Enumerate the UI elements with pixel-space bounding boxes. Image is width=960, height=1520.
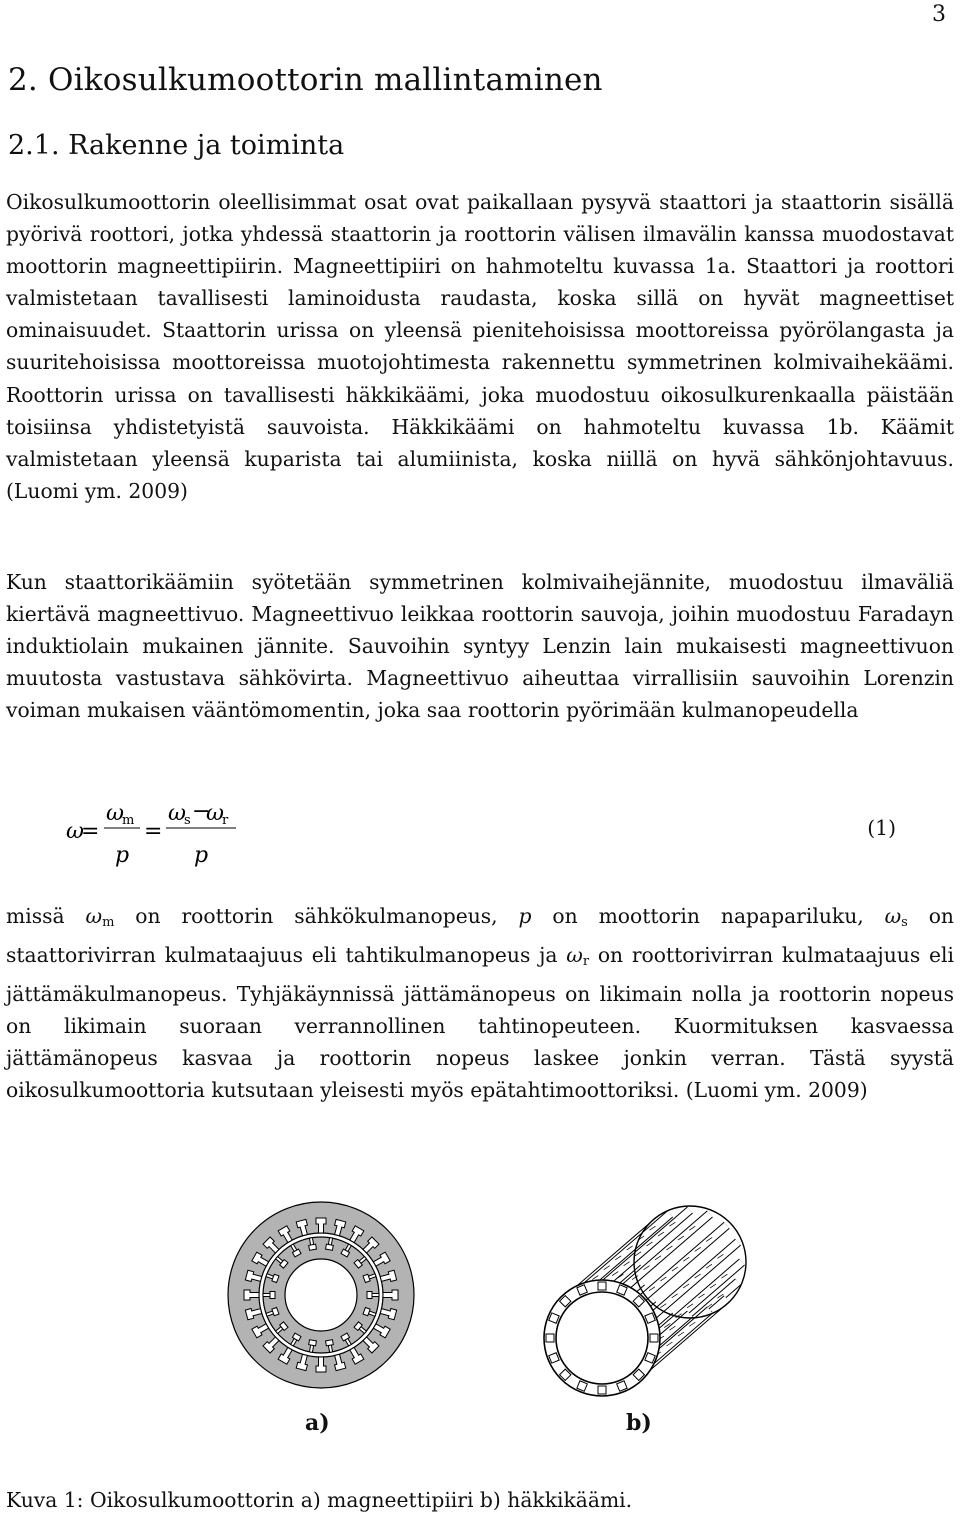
- cage-bar-fill: [582, 1214, 670, 1290]
- eq-sub-r: r: [222, 813, 229, 828]
- page-number: 3: [932, 2, 946, 27]
- p3-text-2: on roottorin sähkökulmanopeus,: [114, 904, 519, 928]
- p3-text-4: on staattorivirran kulmataajuus eli tahtikulmanopeus ja: [6, 904, 954, 968]
- cage-bar-end: [650, 1334, 658, 1342]
- eq-equals-2: =: [144, 819, 163, 844]
- symbol-omega-m: ωm: [85, 904, 115, 930]
- p3-text-5: on roottorivirran kulmataajuus eli jättämäkulmanopeus. Tyhjäkäynnissä jättämänopeus on likimain nolla ja roottorin nopeus on likimain suoraan verrannollinen tahtinopeuteen. Kuormituksen kasvaessa jättämänopeus kasvaa ja roottorin nopeus laskee jonkin verran. Tästä syystä oikosulkumoottoria kutsutaan yleisesti myös epätahtimoottoriksi. (Luomi ym. 2009): [6, 943, 954, 1103]
- figure-label-a: a): [305, 1410, 330, 1436]
- eq-omega-m: ω: [106, 801, 124, 826]
- paragraph-structure: Oikosulkumoottorin oleellisimmat osat ovat paikallaan pysyvä staattori ja staattorin sisällä pyörivä roottori, jotka yhdessä staattorin ja roottorin välisen ilmavälin kanssa muodostavat moottorin magneettipiirin. Magneettipiiri on hahmoteltu kuvassa 1a. Staattori ja roottori valmistetaan tavallisesti laminoidusta raudasta, koska sillä on hyvät magneettiset ominaisuudet. Staattorin urissa on yleensä pienitehoisissa moottoreissa pyörölangasta ja suuritehoisissa moottoreissa muotojohtimesta rakennettu symmetrinen kolmivaihekäämi. Roottorin urissa on tavallisesti häkkikäämi, joka muodostuu oikosulkurenkaalla päistään toisiinsa yhdistetyistä sauvoista. Häkkikäämi on hahmoteltu kuvassa 1b. Käämit valmistetaan yleensä kuparista tai alumiinista, koska niillä on hyvä sähkönjohtavuus. (Luomi ym. 2009): [6, 190, 954, 503]
- symbol-p: p: [518, 904, 532, 928]
- symbol-omega-s: ωs: [884, 904, 908, 930]
- eq-omega: ω: [66, 819, 84, 844]
- eq-equals-1: =: [81, 819, 100, 844]
- eq-p-1: p: [115, 843, 130, 868]
- subsection-heading: 2.1. Rakenne ja toiminta: [8, 130, 345, 161]
- symbol-omega-r: ωr: [566, 943, 590, 970]
- equation-svg: [60, 796, 360, 876]
- eq-omega-r: ω: [206, 801, 224, 826]
- p3-text-1: missä: [6, 904, 86, 928]
- figure-label-b: b): [626, 1410, 652, 1436]
- cage-front-ring-inner: [556, 1292, 648, 1384]
- cage-bar-end: [546, 1334, 554, 1342]
- paragraph-definitions: [6, 900, 954, 1107]
- cage-bar-end: [598, 1282, 606, 1290]
- eq-omega-s: ω: [168, 801, 186, 826]
- section-heading: 2. Oikosulkumoottorin mallintaminen: [8, 62, 603, 98]
- shaft-hole: [285, 1259, 357, 1331]
- eq-sub-s: s: [184, 813, 191, 828]
- eq-p-2: p: [194, 843, 209, 868]
- figure-magnetic-circuit: [226, 1200, 416, 1390]
- figure-squirrel-cage: [540, 1200, 750, 1400]
- figure-caption: Kuva 1: Oikosulkumoottorin a) magneettipiiri b) häkkikäämi.: [6, 1488, 633, 1512]
- equation-number: (1): [867, 816, 896, 840]
- cage-bar-end: [598, 1386, 606, 1394]
- p3-text-3: on moottorin napapariluku,: [531, 904, 885, 928]
- equation-1: [60, 796, 940, 876]
- paragraph-operation: Kun staattorikäämiin syötetään symmetrinen kolmivaihejännite, muodostuu ilmaväliä kiertävä magneettivuo. Magneettivuo leikkaa roottorin sauvoja, joihin muodostuu Faradayn induktiolain mukainen jännite. Sauvoihin syntyy Lenzin lain mukaisesti magneettivuon muutosta vastustava sähkövirta. Magneettivuo aiheuttaa virrallisiin sauvoihin Lorenzin voiman mukaisen vääntömomentin, joka saa roottorin pyörimään kulmanopeudella: [6, 570, 954, 723]
- eq-minus: −: [192, 799, 211, 824]
- eq-sub-m: m: [122, 813, 135, 828]
